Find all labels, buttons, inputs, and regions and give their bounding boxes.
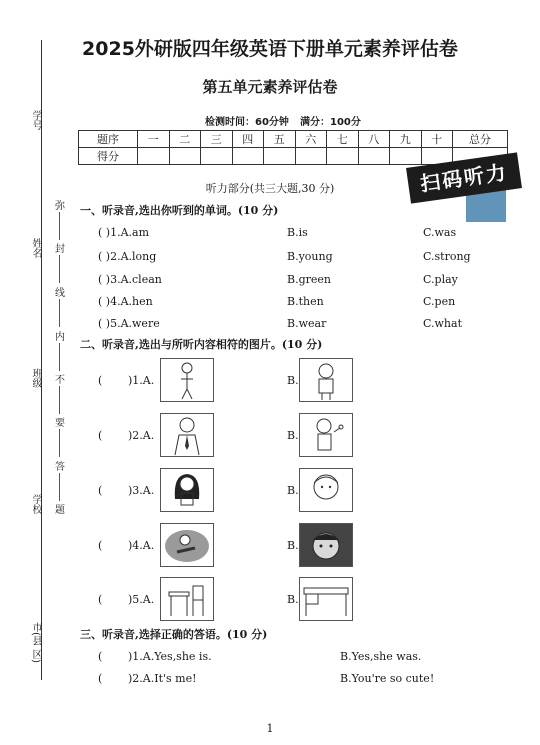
seal-dash-line (59, 386, 60, 414)
section2-item-2-b: B. (287, 429, 299, 442)
score-row-label: 得分 (79, 148, 138, 165)
section2-item-5-a: )5.A. (128, 593, 155, 606)
section2-item-3-b: B. (287, 484, 299, 497)
section1-item-3-c: C.play (423, 273, 458, 286)
score-header-cell: 六 (295, 131, 327, 148)
score-table (78, 130, 508, 165)
seal-char: 不 (55, 375, 65, 386)
section2-title: 二、听录音,选出与所听内容相符的图片。(10 分) (80, 338, 323, 351)
score-header-cell: 七 (327, 131, 359, 148)
page-number: 1 (266, 722, 274, 735)
seal-dash-line (59, 343, 60, 371)
score-header-cell: 三 (201, 131, 233, 148)
score-cell[interactable] (232, 148, 264, 165)
section1-item-2-a: ( )2.A.long (98, 250, 157, 263)
score-header-cell: 八 (358, 131, 390, 148)
picture-boy-standing (160, 358, 214, 402)
score-cell[interactable] (295, 148, 327, 165)
answer-paren: ( (98, 484, 103, 497)
section1-item-4-a: ( )4.A.hen (98, 295, 153, 308)
answer-paren: ( (98, 539, 103, 552)
picture-boy-face (299, 523, 353, 567)
score-header-cell: 题序 (79, 131, 138, 148)
seal-char: 答 (55, 462, 65, 473)
score-header-cell: 九 (390, 131, 422, 148)
score-cell[interactable] (358, 148, 390, 165)
page-subtitle: 第五单元素养评估卷 (202, 78, 338, 96)
section3-item-1-a: )1.A.Yes,she is. (128, 650, 212, 663)
section1-item-4-c: C.pen (423, 295, 456, 308)
seal-char: 线 (55, 288, 65, 299)
section2-item-3-a: )3.A. (128, 484, 155, 497)
score-cell[interactable] (138, 148, 170, 165)
section1-item-1-b: B.is (287, 226, 308, 239)
score-cell[interactable] (201, 148, 233, 165)
score-cell[interactable] (264, 148, 296, 165)
picture-boy-young (299, 358, 353, 402)
answer-paren: ( (98, 650, 103, 663)
score-table-header-row (79, 131, 508, 148)
picture-desk-chair (160, 577, 214, 621)
section2-item-1-b: B. (287, 374, 299, 387)
picture-girl-short-hair (299, 468, 353, 512)
full-score: 满分：100分 (300, 117, 361, 128)
answer-paren: ( (98, 374, 103, 387)
scan-listening-stamp[interactable]: 扫码听力 (406, 152, 522, 203)
seal-dash-line (59, 473, 60, 501)
margin-label-school: 学校 (30, 494, 41, 514)
score-header-cell: 五 (264, 131, 296, 148)
margin-label-class: 班级 (30, 368, 41, 388)
section1-item-5-a: ( )5.A.were (98, 317, 160, 330)
picture-kid-playing (160, 523, 214, 567)
section1-item-1-c: C.was (423, 226, 457, 239)
section1-item-5-c: C.what (423, 317, 462, 330)
section3-item-1-b: B.Yes,she was. (340, 650, 422, 663)
section3-item-2-b: B.You're so cute! (340, 672, 435, 685)
section2-item-1-a: )1.A. (128, 374, 155, 387)
answer-paren: ( (98, 429, 103, 442)
picture-old-man (299, 413, 353, 457)
answer-paren: ( (98, 672, 103, 685)
section3-title: 三、听录音,选择正确的答语。(10 分) (80, 628, 268, 641)
seal-char: 要 (55, 418, 65, 429)
seal-char: 弥 (55, 201, 65, 212)
section1-item-2-b: B.young (287, 250, 333, 263)
margin-label-student-id: 学号 (30, 110, 41, 130)
section1-item-5-b: B.wear (287, 317, 327, 330)
section1-item-3-b: B.green (287, 273, 331, 286)
picture-desk (299, 577, 353, 621)
score-header-cell: 十 (421, 131, 453, 148)
section2-item-4-a: )4.A. (128, 539, 155, 552)
score-cell[interactable] (169, 148, 201, 165)
page-title: 2025外研版四年级英语下册单元素养评估卷 (82, 38, 458, 60)
seal-dash-line (59, 429, 60, 457)
section1-item-3-a: ( )3.A.clean (98, 273, 162, 286)
seal-char: 内 (55, 332, 65, 343)
margin-line (41, 40, 42, 680)
score-header-cell: 四 (232, 131, 264, 148)
section3-item-2-a: )2.A.It's me! (128, 672, 197, 685)
listening-part-heading: 听力部分(共三大题,30 分) (205, 182, 335, 195)
seal-dash-line (59, 299, 60, 327)
seal-char: 题 (55, 505, 65, 516)
seal-dash-line (59, 212, 60, 240)
score-cell[interactable] (390, 148, 422, 165)
margin-label-name: 姓名 (30, 238, 41, 258)
score-header-cell: 总分 (453, 131, 508, 148)
picture-man-tie (160, 413, 214, 457)
exam-time: 检测时间：60分钟 (205, 117, 289, 128)
margin-label-city: 市(县 区) (30, 622, 41, 663)
seal-char: 封 (55, 244, 65, 255)
score-cell[interactable] (327, 148, 359, 165)
section2-item-5-b: B. (287, 593, 299, 606)
score-header-cell: 一 (138, 131, 170, 148)
section1-title: 一、听录音,选出你听到的单词。(10 分) (80, 204, 279, 217)
seal-dash-line (59, 255, 60, 283)
section2-item-4-b: B. (287, 539, 299, 552)
answer-paren: ( (98, 593, 103, 606)
section1-item-1-a: ( )1.A.am (98, 226, 150, 239)
section2-item-2-a: )2.A. (128, 429, 155, 442)
section1-item-2-c: C.strong (423, 250, 471, 263)
picture-girl-long-hair (160, 468, 214, 512)
section1-item-4-b: B.then (287, 295, 324, 308)
score-header-cell: 二 (169, 131, 201, 148)
